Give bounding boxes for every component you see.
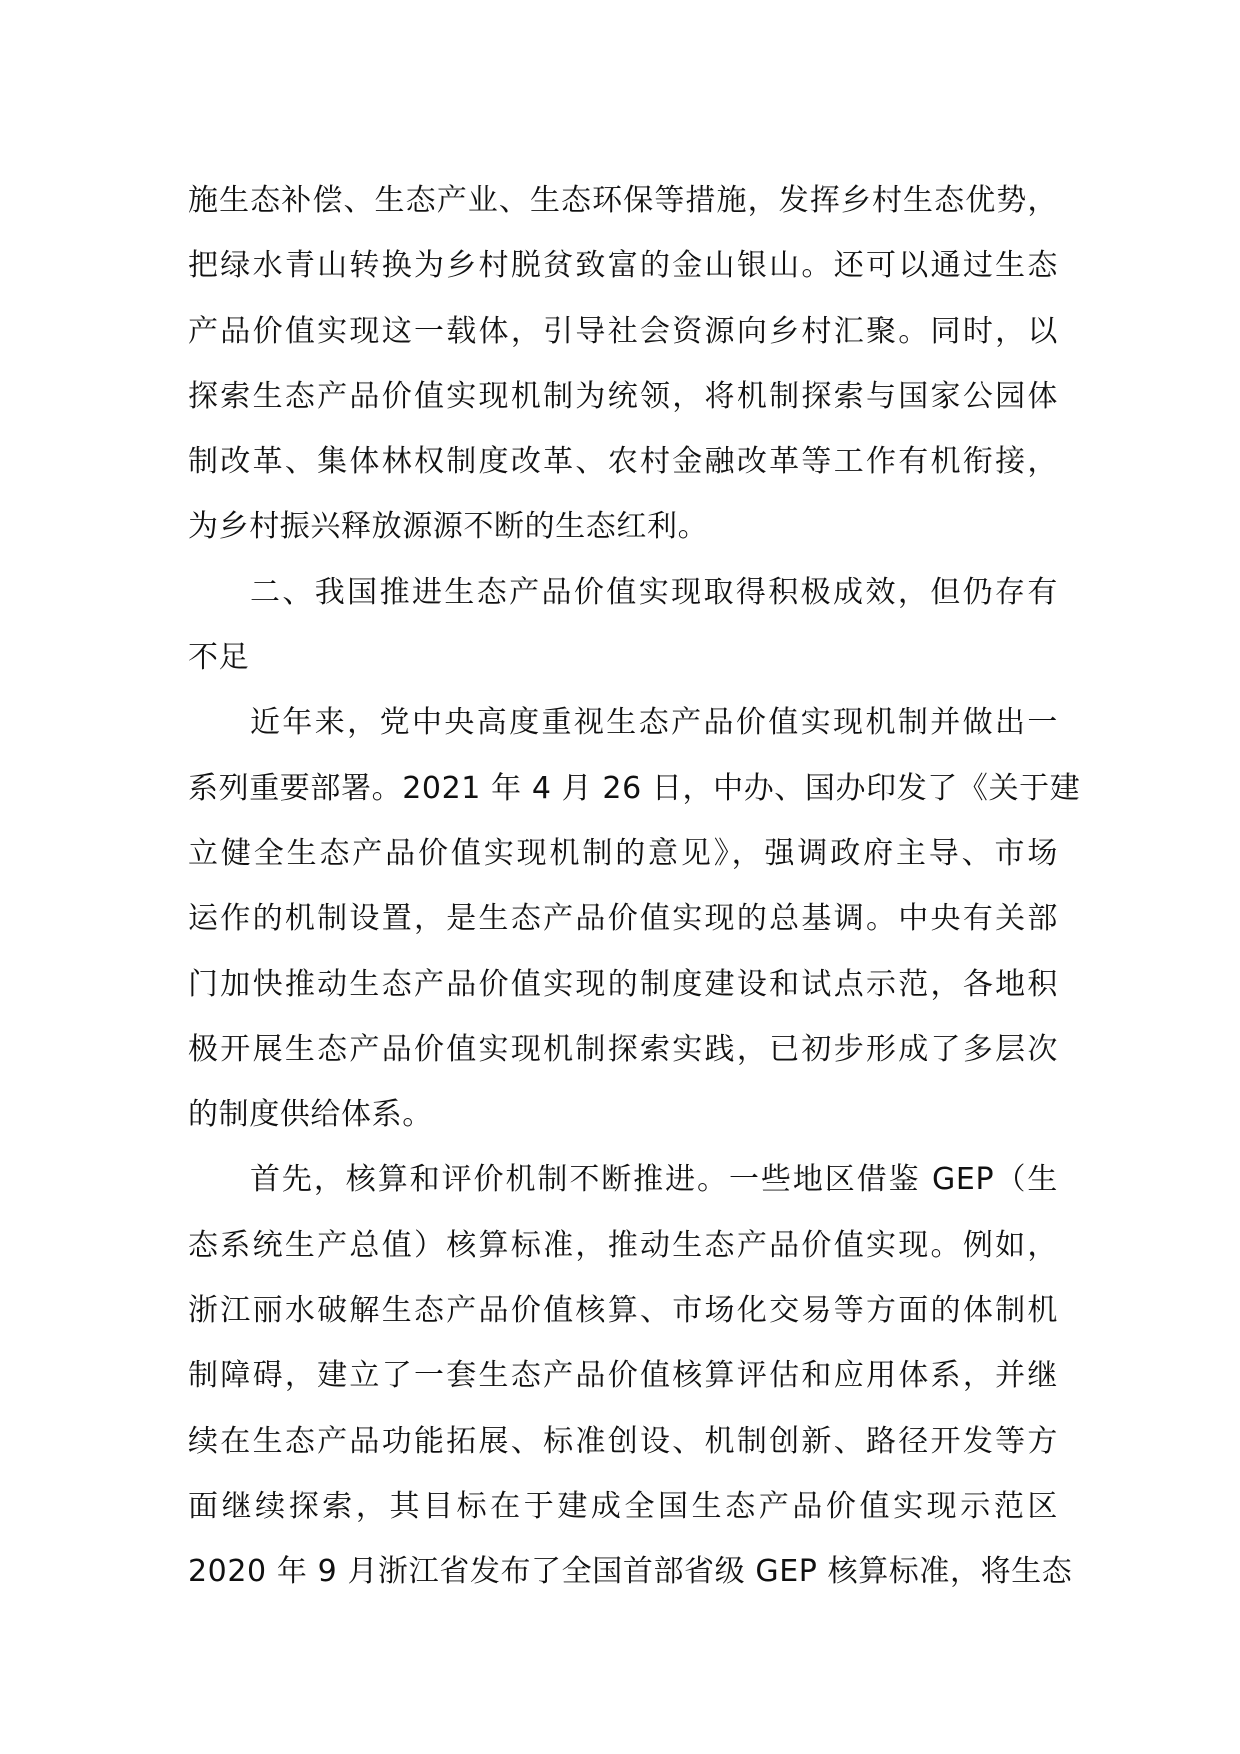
text-line: 的制度供给体系。 bbox=[188, 1097, 433, 1133]
text-line: 极开展生态产品价值实现机制探索实践，已初步形成了多层次 bbox=[188, 1031, 1058, 1067]
text-line: 近年来，党中央高度重视生态产品价值实现机制并做出一 bbox=[250, 705, 1058, 741]
text-line: 产品价值实现这一载体，引导社会资源向乡村汇聚。同时，以 bbox=[188, 313, 1058, 349]
section-heading-line: 二、我国推进生态产品价值实现取得积极成效，但仍存有 bbox=[250, 574, 1058, 610]
text-line: 门加快推动生态产品价值实现的制度建设和试点示范，各地积 bbox=[188, 966, 1058, 1002]
text-line: 2020 年 9 月浙江省发布了全国首部省级 GEP 核算标准，将生态 bbox=[188, 1554, 1073, 1590]
text-line: 制改革、集体林权制度改革、农村金融改革等工作有机衔接， bbox=[188, 444, 1058, 480]
text-line: 立健全生态产品价值实现机制的意见》，强调政府主导、市场 bbox=[188, 835, 1058, 871]
section-heading-line: 不足 bbox=[188, 640, 250, 676]
text-line: 运作的机制设置，是生态产品价值实现的总基调。中央有关部 bbox=[188, 901, 1058, 937]
body-text bbox=[188, 168, 1081, 1605]
text-line: 续在生态产品功能拓展、标准创设、机制创新、路径开发等方 bbox=[188, 1423, 1058, 1459]
text-line: 系列重要部署。2021 年 4 月 26 日，中办、国办印发了《关于建 bbox=[188, 770, 1081, 806]
text-line: 浙江丽水破解生态产品价值核算、市场化交易等方面的体制机 bbox=[188, 1293, 1058, 1329]
text-line: 面继续探索，其目标在于建成全国生态产品价值实现示范区 bbox=[188, 1488, 1058, 1524]
text-line: 把绿水青山转换为乡村脱贫致富的金山银山。还可以通过生态 bbox=[188, 248, 1058, 284]
text-line: 探索生态产品价值实现机制为统领，将机制探索与国家公园体 bbox=[188, 378, 1058, 414]
text-line: 为乡村振兴释放源源不断的生态红利。 bbox=[188, 509, 709, 545]
text-line: 施生态补偿、生态产业、生态环保等措施，发挥乡村生态优势， bbox=[188, 183, 1058, 218]
text-line: 制障碍，建立了一套生态产品价值核算评估和应用体系，并继 bbox=[188, 1358, 1058, 1394]
text-line: 态系统生产总值）核算标准，推动生态产品价值实现。例如， bbox=[188, 1227, 1058, 1263]
text-line: 首先，核算和评价机制不断推进。一些地区借鉴 GEP（生 bbox=[250, 1162, 1058, 1198]
